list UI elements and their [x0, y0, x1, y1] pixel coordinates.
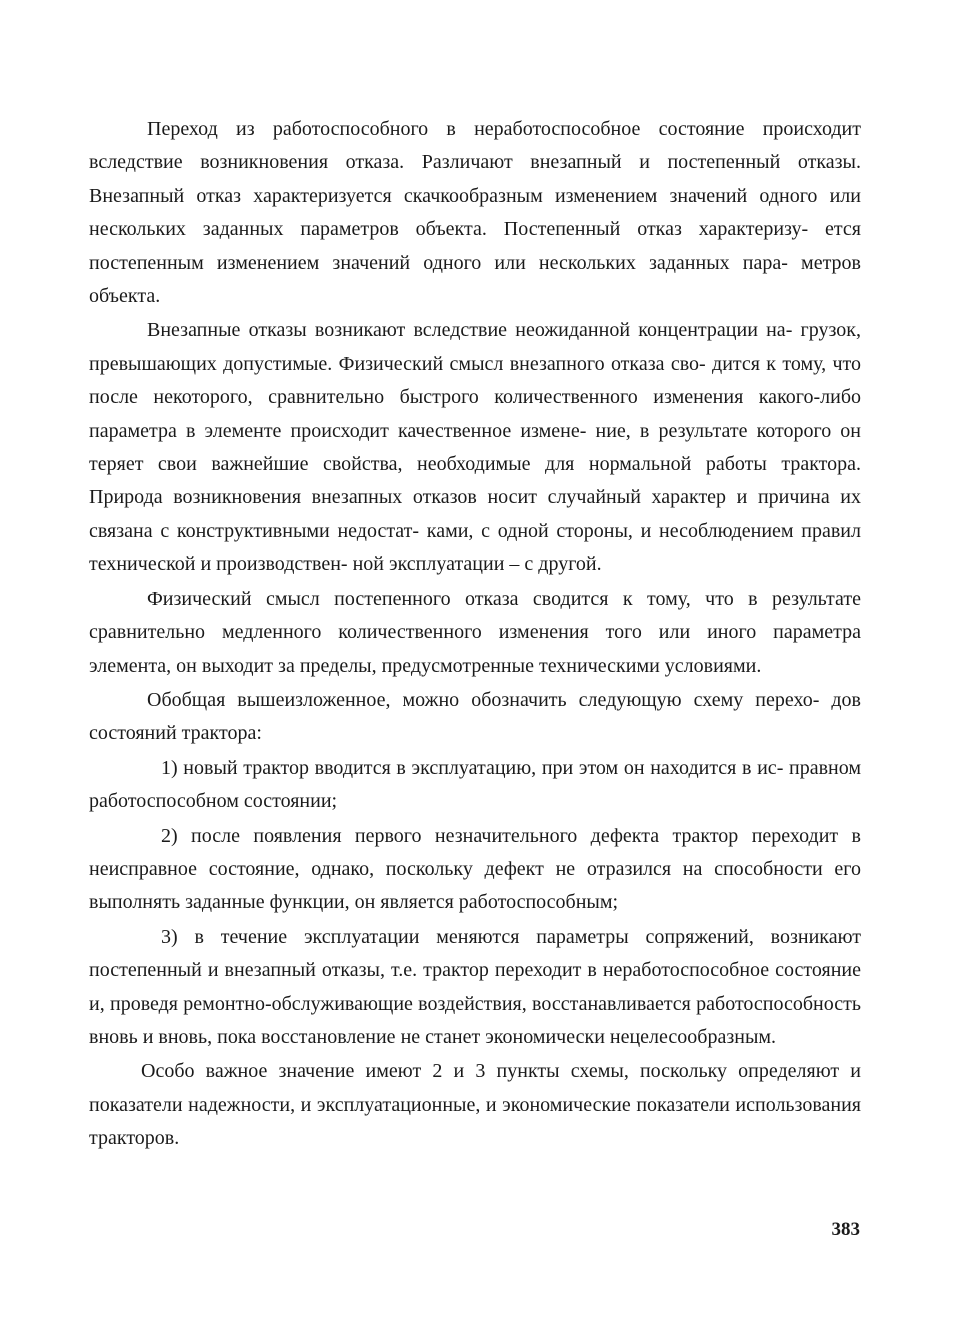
paragraph-closing: Особо важное значение имеют 2 и 3 пункты схемы, поскольку определяют и показатели надежности, и эксплуатационные, и экономические показатели использования тракторов.: [89, 1060, 861, 1150]
list-item-2: 2) после появления первого незначительного дефекта трактор переходит в неисправное состояние, однако, поскольку дефект не отразился на способности его выполнять заданные функции, он является работоспособным;: [89, 824, 861, 914]
list-item-3: 3) в течение эксплуатации меняются параметры сопряжений, возникают постепенный и внезапный отказы, т.е. трактор переходит в неработоспособное состояние и, проведя ремонтно-обслуживающие воздействия, восстанавливается работоспособность вновь и вновь, пока восстановление не станет экономически нецелесообразным.: [89, 925, 861, 1048]
paragraph-scheme-intro: Обобщая вышеизложенное, можно обозначить следующую схему перехо- дов состояний трактора:: [89, 688, 861, 745]
list-item-1: 1) новый трактор вводится в эксплуатацию, при этом он находится в ис- правном работоспособном состоянии;: [89, 756, 861, 813]
paragraph-failure-transition: Переход из работоспособного в неработоспособное состояние происходит вследствие возникновения отказа. Различают внезапный и постепенный отказы. Внезапный отказ характеризуется скачкообразным изменением значений одного или нескольких заданных параметров объекта. Постепенный отказ характеризу- ется постепенным изменением значений одного или нескольких заданных пара- метров объекта.: [89, 118, 861, 308]
paragraph-sudden-failures: Внезапные отказы возникают вследствие неожиданной концентрации на- грузок, превышающих допустимые. Физический смысл внезапного отказа сво- дится к тому, что после некоторого, сравнительно быстрого количественного изменения какого-либо параметра в элементе происходит качественное измене- ние, в результате которого он теряет свои важнейшие свойства, необходимые для нормальной работы трактора. Природа возникновения внезапных отказов носит случайный характер и причина их связана с конструктивными недостат- ками, с одной стороны, и несоблюдением правил технической и производствен- ной эксплуатации – с другой.: [89, 319, 861, 576]
page-number: 383: [831, 1219, 860, 1240]
page-body: [89, 113, 861, 1157]
paragraph-gradual-failure: Физический смысл постепенного отказа сводится к тому, что в результате сравнительно медленного количественного изменения того или иного параметра элемента, он выходит за пределы, предусмотренные техническими условиями.: [89, 587, 861, 677]
